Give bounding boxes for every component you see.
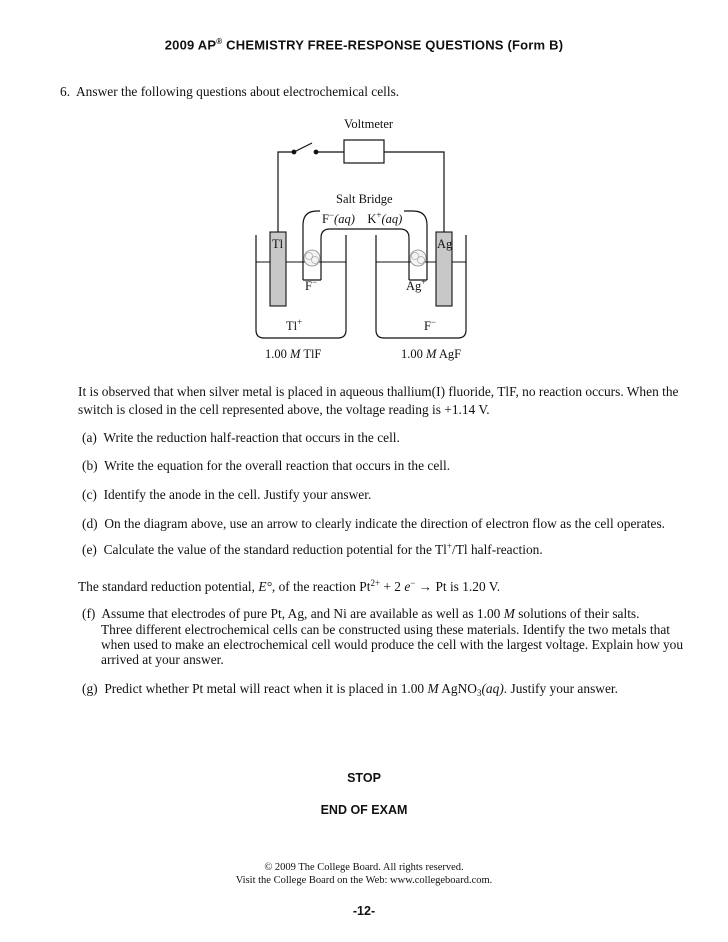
left-bridge-ion-symbol: F <box>305 279 312 293</box>
part-a-label: (a) <box>82 430 97 445</box>
part-e <box>82 541 543 558</box>
switch-pivot <box>292 150 296 154</box>
left-solution-ion-symbol: Tl <box>286 319 298 333</box>
left-conc-value: 1.00 <box>265 347 287 361</box>
question-number: 6. <box>60 84 71 99</box>
left-bridge-ion-charge: − <box>311 277 318 287</box>
potassium-symbol: K <box>367 212 377 226</box>
right-bridge-ion-symbol: Ag <box>406 279 422 293</box>
switch-lever <box>294 143 312 152</box>
part-g-text: Predict whether Pt metal will react when it is placed in 1.00 <box>104 681 428 696</box>
stop-label: STOP <box>347 771 381 785</box>
reaction-arrow: → <box>415 579 436 594</box>
left-conc-unit: M <box>290 347 301 361</box>
part-f-text-end: solutions of their salts. <box>514 606 640 621</box>
part-e-charge: + <box>446 541 452 551</box>
electrochemical-cell-diagram <box>0 0 728 370</box>
part-g-label: (g) <box>82 681 98 696</box>
part-d-label: (d) <box>82 516 98 531</box>
cotton-plug-right <box>410 250 426 266</box>
intro-line-1: It is observed that when silver metal is placed in aqueous thallium(I) fluoride, TlF, no reaction occurs. When the <box>78 384 679 399</box>
header-title: 2009 AP <box>164 37 217 53</box>
page-number: -12- <box>352 904 376 918</box>
right-solution-ion-label <box>424 317 436 334</box>
fluoride-symbol: F <box>322 212 329 226</box>
part-f-line-2: Three different electrochemical cells can be constructed using these materials. Identify the two metals that <box>101 622 670 637</box>
part-c-text: Identify the anode in the cell. Justify your answer. <box>103 487 372 502</box>
salt-bridge-label: Salt Bridge <box>336 192 393 206</box>
right-bridge-ion-label <box>406 277 426 294</box>
switch-contact <box>314 150 318 154</box>
potential-symbol: E° <box>258 579 272 594</box>
part-f-line-4: arrived at your answer. <box>101 652 224 667</box>
part-g-text-end: . Justify your answer. <box>503 681 618 696</box>
voltmeter-label: Voltmeter <box>344 117 394 131</box>
potential-text-middle: , of the reaction Pt <box>271 579 371 594</box>
electron-charge: − <box>410 578 416 588</box>
right-solution-ion-symbol: F <box>424 319 431 333</box>
question-text: Answer the following questions about electrochemical cells. <box>76 84 400 99</box>
part-e-text-end: /Tl half-reaction. <box>451 542 543 557</box>
part-d <box>82 516 665 532</box>
part-c-label: (c) <box>82 487 97 502</box>
salt-bridge-inner <box>321 229 409 280</box>
right-concentration-label <box>401 347 461 362</box>
part-g-state: (aq) <box>481 681 504 696</box>
part-f-line-3: when used to make an electrochemical cell would produce the cell with the largest voltage. Explain how you <box>101 637 684 652</box>
intro-line-2: switch is closed in the cell represented above, the voltage reading is +1.14 V. <box>78 402 490 417</box>
part-f-label: (f) <box>82 606 96 621</box>
salt-bridge-ions <box>320 210 404 227</box>
left-conc-salt: TlF <box>303 347 322 361</box>
left-solution-ion-label <box>286 317 302 334</box>
left-wire <box>278 152 294 232</box>
part-f-unit: M <box>503 606 515 621</box>
part-g-formula: AgNO <box>438 681 477 696</box>
voltmeter-box <box>344 140 384 163</box>
copyright-notice: © 2009 The College Board. All rights reserved. <box>264 862 464 873</box>
part-e-text: Calculate the value of the standard reduction potential for the Tl <box>103 542 447 557</box>
right-conc-value: 1.00 <box>401 347 423 361</box>
right-bridge-ion-charge: + <box>421 277 427 287</box>
fluoride-state: (aq) <box>334 212 355 226</box>
part-a <box>82 430 400 446</box>
left-solution-ion-charge: + <box>297 317 303 327</box>
part-b <box>82 458 450 474</box>
part-g <box>82 681 618 698</box>
potential-plus: + 2 <box>380 579 405 594</box>
potential-statement <box>78 578 500 595</box>
potential-text-end: Pt is 1.20 V. <box>435 579 501 594</box>
right-conc-salt: AgF <box>438 347 462 361</box>
part-a-text: Write the reduction half-reaction that occurs in the cell. <box>103 430 400 445</box>
website-notice: Visit the College Board on the Web: www.collegeboard.com. <box>235 875 493 886</box>
part-g-subscript: 3 <box>476 688 482 698</box>
part-c <box>82 487 371 503</box>
silver-electrode-label: Ag <box>437 237 453 251</box>
part-b-text: Write the equation for the overall reaction that occurs in the cell. <box>104 458 451 473</box>
platinum-charge: 2+ <box>370 578 381 588</box>
fluoride-charge: − <box>328 210 335 220</box>
part-f-text: Assume that electrodes of pure Pt, Ag, and Ni are available as well as 1.00 <box>101 606 504 621</box>
part-e-label: (e) <box>82 542 97 557</box>
right-solution-ion-charge: − <box>430 317 437 327</box>
end-of-exam-label: END OF EXAM <box>320 803 408 817</box>
left-concentration-label <box>265 347 321 362</box>
potassium-charge: + <box>376 210 382 220</box>
part-g-unit: M <box>427 681 439 696</box>
part-f <box>82 606 639 622</box>
cotton-plug-left <box>304 250 320 266</box>
registered-mark: ® <box>216 37 223 46</box>
part-d-text: On the diagram above, use an arrow to clearly indicate the direction of electron flow as the cell operates. <box>104 516 666 531</box>
part-b-label: (b) <box>82 458 98 473</box>
potassium-state: (aq) <box>381 212 403 226</box>
potential-text-start: The standard reduction potential, <box>78 579 259 594</box>
thallium-electrode-label: Tl <box>272 237 284 251</box>
left-bridge-ion-label <box>305 277 317 294</box>
right-conc-unit: M <box>426 347 437 361</box>
header-subtitle: CHEMISTRY FREE-RESPONSE QUESTIONS (Form B) <box>222 37 564 53</box>
electron-symbol: e <box>404 579 411 594</box>
